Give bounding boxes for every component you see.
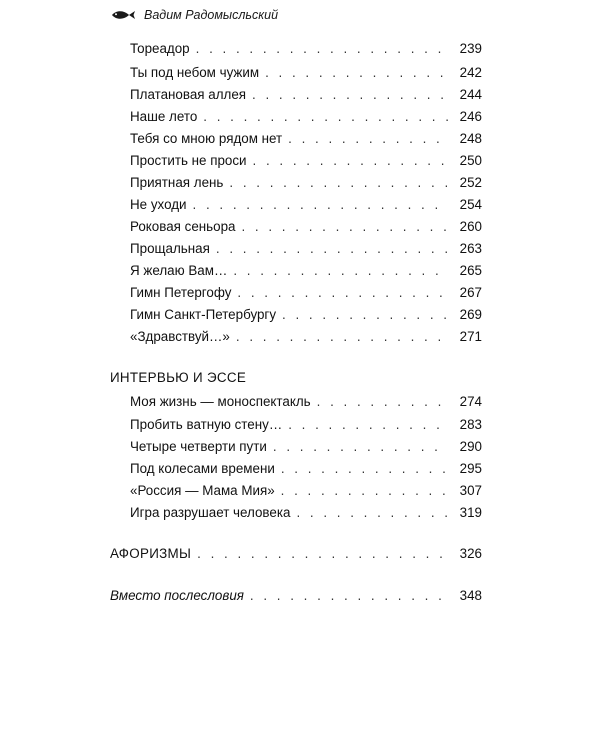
dot-leader: [197, 545, 448, 563]
dot-leader: [193, 196, 448, 214]
dot-leader: [237, 284, 448, 302]
toc-entry[interactable]: [130, 306, 482, 324]
dot-leader: [253, 152, 448, 170]
entry-title: Прощальная: [130, 241, 210, 256]
entry-page: 271: [459, 329, 482, 344]
dot-leader: [288, 416, 448, 434]
toc-entry[interactable]: [130, 152, 482, 170]
entry-title: Гимн Петергофу: [130, 285, 232, 300]
running-header: [110, 8, 278, 22]
entry-page: 348: [459, 588, 482, 603]
section-heading-interviews[interactable]: ИНТЕРВЬЮ И ЭССЕ: [110, 370, 247, 385]
entry-page: 290: [459, 439, 482, 454]
entry-title: Наше лето: [130, 109, 198, 124]
entry-page: 254: [459, 197, 482, 212]
entry-title: Я желаю Вам…: [130, 263, 228, 278]
entry-page: 244: [459, 87, 482, 102]
toc-entry-aphorisms[interactable]: [110, 545, 482, 563]
toc-entry[interactable]: [130, 174, 482, 192]
entry-title: АФОРИЗМЫ: [110, 546, 192, 561]
entry-page: 307: [459, 483, 482, 498]
toc-entry[interactable]: [130, 262, 482, 280]
toc-entry[interactable]: [130, 40, 482, 58]
entry-title: Платановая аллея: [130, 87, 247, 102]
entry-title: Четыре четверти пути: [130, 439, 267, 454]
fish-icon: [110, 9, 136, 21]
dot-leader: [282, 306, 448, 324]
toc-entry[interactable]: [130, 460, 482, 478]
entry-page: 242: [459, 65, 482, 80]
author-name: Вадим Радомысльский: [144, 8, 279, 22]
entry-title: Простить не проси: [130, 153, 247, 168]
entry-title: «Россия — Мама Мия»: [130, 483, 275, 498]
entry-page: 269: [459, 307, 482, 322]
entry-page: 263: [459, 241, 482, 256]
toc-entry[interactable]: [130, 284, 482, 302]
toc-entry[interactable]: [130, 130, 482, 148]
entry-page: 267: [459, 285, 482, 300]
toc-entry[interactable]: [130, 218, 482, 236]
toc-entry[interactable]: [130, 86, 482, 104]
entry-title: Под колесами времени: [130, 461, 275, 476]
entry-page: 326: [459, 546, 482, 561]
entry-title: Тебя со мною рядом нет: [130, 131, 283, 146]
dot-leader: [216, 240, 448, 258]
dot-leader: [229, 174, 448, 192]
dot-leader: [241, 218, 448, 236]
entry-title: Игра разрушает человека: [130, 505, 291, 520]
toc-entry[interactable]: [130, 416, 482, 434]
entry-page: 319: [459, 505, 482, 520]
entry-title: Тореадор: [130, 41, 190, 56]
dot-leader: [281, 460, 448, 478]
entry-page: 260: [459, 219, 482, 234]
toc-entry[interactable]: [130, 240, 482, 258]
dot-leader: [250, 587, 448, 605]
entry-page: 250: [459, 153, 482, 168]
dot-leader: [203, 108, 448, 126]
entry-page: 265: [459, 263, 482, 278]
toc-entry[interactable]: [130, 438, 482, 456]
entry-title: Вместо послесловия: [110, 588, 244, 603]
entry-page: 248: [459, 131, 482, 146]
entry-page: 274: [459, 394, 482, 409]
entry-title: Пробить ватную стену…: [130, 417, 283, 432]
entry-page: 246: [459, 109, 482, 124]
entry-title: Гимн Санкт-Петербургу: [130, 307, 277, 322]
dot-leader: [233, 262, 448, 280]
entry-title: Роковая сеньора: [130, 219, 236, 234]
entry-title: Моя жизнь — моноспектакль: [130, 394, 311, 409]
dot-leader: [273, 438, 448, 456]
entry-page: 252: [459, 175, 482, 190]
entry-title: Ты под небом чужим: [130, 65, 260, 80]
toc-entry[interactable]: [130, 108, 482, 126]
entry-page: 295: [459, 461, 482, 476]
toc-entry[interactable]: [130, 328, 482, 346]
entry-title: Приятная лень: [130, 175, 224, 190]
entry-title: Не уходи: [130, 197, 187, 212]
toc-entry[interactable]: [130, 64, 482, 82]
dot-leader: [296, 504, 448, 522]
dot-leader: [196, 40, 448, 58]
entry-page: 239: [459, 41, 482, 56]
toc-entry-afterword[interactable]: [110, 587, 482, 605]
dot-leader: [236, 328, 448, 346]
dot-leader: [265, 64, 448, 82]
entry-title: «Здравствуй…»: [130, 329, 230, 344]
dot-leader: [317, 393, 448, 411]
dot-leader: [288, 130, 448, 148]
toc-entry[interactable]: [130, 482, 482, 500]
dot-leader: [252, 86, 448, 104]
toc-entry[interactable]: [130, 504, 482, 522]
toc-entry[interactable]: [130, 196, 482, 214]
entry-page: 283: [459, 417, 482, 432]
dot-leader: [281, 482, 448, 500]
toc-entry[interactable]: [130, 393, 482, 411]
